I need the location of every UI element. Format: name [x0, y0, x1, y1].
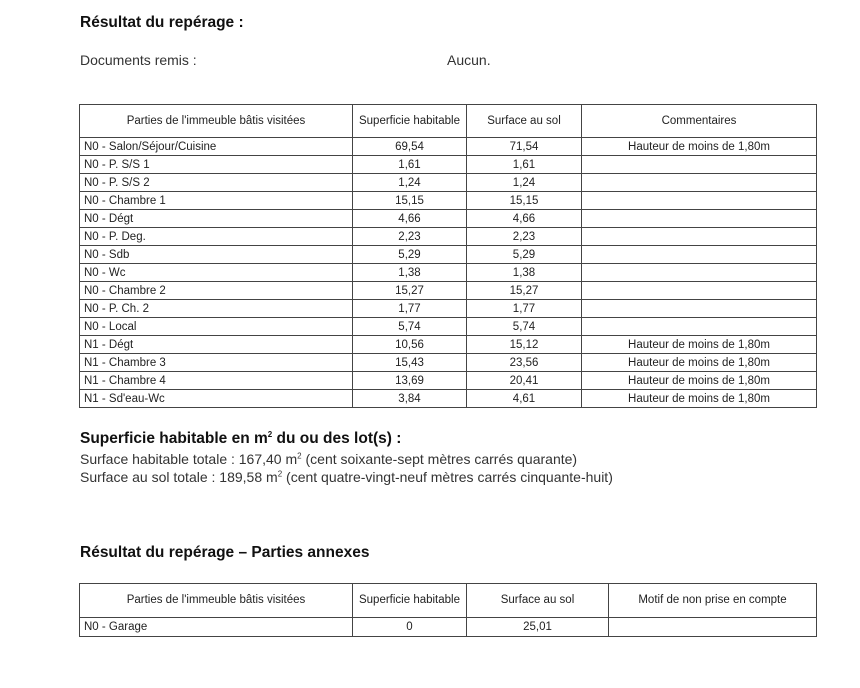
cell-comment	[582, 192, 817, 210]
section-title-reperage: Résultat du repérage :	[80, 14, 244, 31]
cell-superficie: 1,61	[353, 156, 467, 174]
cell-partie: N0 - P. Deg.	[80, 228, 353, 246]
table-row	[80, 318, 817, 336]
cell-partie: N0 - P. S/S 1	[80, 156, 353, 174]
cell-superficie: 2,23	[353, 228, 467, 246]
cell-surface-sol: 1,61	[467, 156, 582, 174]
cell-surface-sol: 5,74	[467, 318, 582, 336]
cell-comment	[582, 174, 817, 192]
cell-partie: N1 - Dégt	[80, 336, 353, 354]
table-row	[80, 156, 817, 174]
cell-partie: N1 - Sd'eau-Wc	[80, 390, 353, 408]
table-row	[80, 174, 817, 192]
table-row	[80, 138, 817, 156]
cell-comment: Hauteur de moins de 1,80m	[582, 138, 817, 156]
surface-habitable-totale: Surface habitable totale : 167,40 $m^2$ (cent soixante-sept mètres carrés quarante)	[80, 451, 578, 467]
cell-surface-sol: 1,24	[467, 174, 582, 192]
documents-remis-label: Documents remis :	[80, 52, 197, 68]
table-row	[80, 300, 817, 318]
table-row	[80, 372, 817, 390]
cell-surface-sol: 4,66	[467, 210, 582, 228]
cell-partie: N0 - Chambre 1	[80, 192, 353, 210]
annex-col-header-motif: Motif de non prise en compte	[609, 584, 817, 618]
cell-superficie: 4,66	[353, 210, 467, 228]
cell-surface-sol: 20,41	[467, 372, 582, 390]
annex-table-row	[80, 618, 817, 637]
cell-partie: N1 - Chambre 4	[80, 372, 353, 390]
cell-surface-sol: 15,12	[467, 336, 582, 354]
cell-comment	[582, 318, 817, 336]
annex-table	[79, 583, 817, 637]
cell-surface-sol: 1,77	[467, 300, 582, 318]
col-header-parties: Parties de l'immeuble bâtis visitées	[80, 105, 353, 138]
table-row	[80, 336, 817, 354]
cell-comment: Hauteur de moins de 1,80m	[582, 354, 817, 372]
cell-surface-sol: 5,29	[467, 246, 582, 264]
cell-partie: N0 - Wc	[80, 264, 353, 282]
cell-superficie: 5,74	[353, 318, 467, 336]
cell-comment	[609, 618, 817, 637]
annex-col-header-superficie: Superficie habitable	[353, 584, 467, 618]
cell-comment	[582, 300, 817, 318]
cell-partie: N0 - Salon/Séjour/Cuisine	[80, 138, 353, 156]
table-row	[80, 192, 817, 210]
cell-surface-sol: 25,01	[467, 618, 609, 637]
cell-superficie: 13,69	[353, 372, 467, 390]
annex-header-row	[80, 584, 817, 618]
main-surface-table	[79, 104, 817, 408]
table-header-row	[80, 105, 817, 138]
cell-surface-sol: 4,61	[467, 390, 582, 408]
table-row	[80, 228, 817, 246]
annex-col-header-parties: Parties de l'immeuble bâtis visitées	[80, 584, 353, 618]
summary-title: Superficie habitable en $m^2$ du ou des lot(s) :	[80, 430, 402, 448]
annex-table-body	[80, 618, 817, 637]
cell-partie: N0 - Local	[80, 318, 353, 336]
cell-surface-sol: 15,15	[467, 192, 582, 210]
cell-surface-sol: 15,27	[467, 282, 582, 300]
cell-superficie: 1,38	[353, 264, 467, 282]
annex-col-header-surface-sol: Surface au sol	[467, 584, 609, 618]
table-row	[80, 246, 817, 264]
cell-superficie: 0	[353, 618, 467, 637]
col-header-superficie: Superficie habitable	[353, 105, 467, 138]
cell-comment: Hauteur de moins de 1,80m	[582, 336, 817, 354]
cell-partie: N0 - Sdb	[80, 246, 353, 264]
cell-superficie: 10,56	[353, 336, 467, 354]
table-row	[80, 210, 817, 228]
cell-superficie: 3,84	[353, 390, 467, 408]
cell-partie: N0 - P. S/S 2	[80, 174, 353, 192]
main-table-body	[80, 138, 817, 408]
cell-superficie: 1,77	[353, 300, 467, 318]
cell-comment	[582, 156, 817, 174]
table-row	[80, 354, 817, 372]
table-row	[80, 390, 817, 408]
cell-partie: N0 - Dégt	[80, 210, 353, 228]
cell-comment	[582, 264, 817, 282]
cell-superficie: 15,43	[353, 354, 467, 372]
cell-superficie: 1,24	[353, 174, 467, 192]
cell-superficie: 15,15	[353, 192, 467, 210]
cell-superficie: 15,27	[353, 282, 467, 300]
cell-surface-sol: 1,38	[467, 264, 582, 282]
cell-partie: N0 - Chambre 2	[80, 282, 353, 300]
cell-partie: N0 - P. Ch. 2	[80, 300, 353, 318]
cell-superficie: 5,29	[353, 246, 467, 264]
cell-comment	[582, 228, 817, 246]
col-header-commentaires: Commentaires	[582, 105, 817, 138]
cell-partie: N0 - Garage	[80, 618, 353, 637]
cell-surface-sol: 71,54	[467, 138, 582, 156]
cell-superficie: 69,54	[353, 138, 467, 156]
cell-comment: Hauteur de moins de 1,80m	[582, 390, 817, 408]
cell-partie: N1 - Chambre 3	[80, 354, 353, 372]
cell-surface-sol: 2,23	[467, 228, 582, 246]
cell-comment	[582, 282, 817, 300]
cell-surface-sol: 23,56	[467, 354, 582, 372]
surface-sol-totale: Surface au sol totale : 189,58 $m^2$ (cent quatre-vingt-neuf mètres carrés cinquante-huit)	[80, 469, 613, 485]
col-header-surface-sol: Surface au sol	[467, 105, 582, 138]
cell-comment: Hauteur de moins de 1,80m	[582, 372, 817, 390]
table-row	[80, 282, 817, 300]
cell-comment	[582, 246, 817, 264]
section-title-annexes: Résultat du repérage – Parties annexes	[80, 544, 370, 561]
table-row	[80, 264, 817, 282]
documents-remis-value: Aucun.	[447, 52, 491, 68]
cell-comment	[582, 210, 817, 228]
